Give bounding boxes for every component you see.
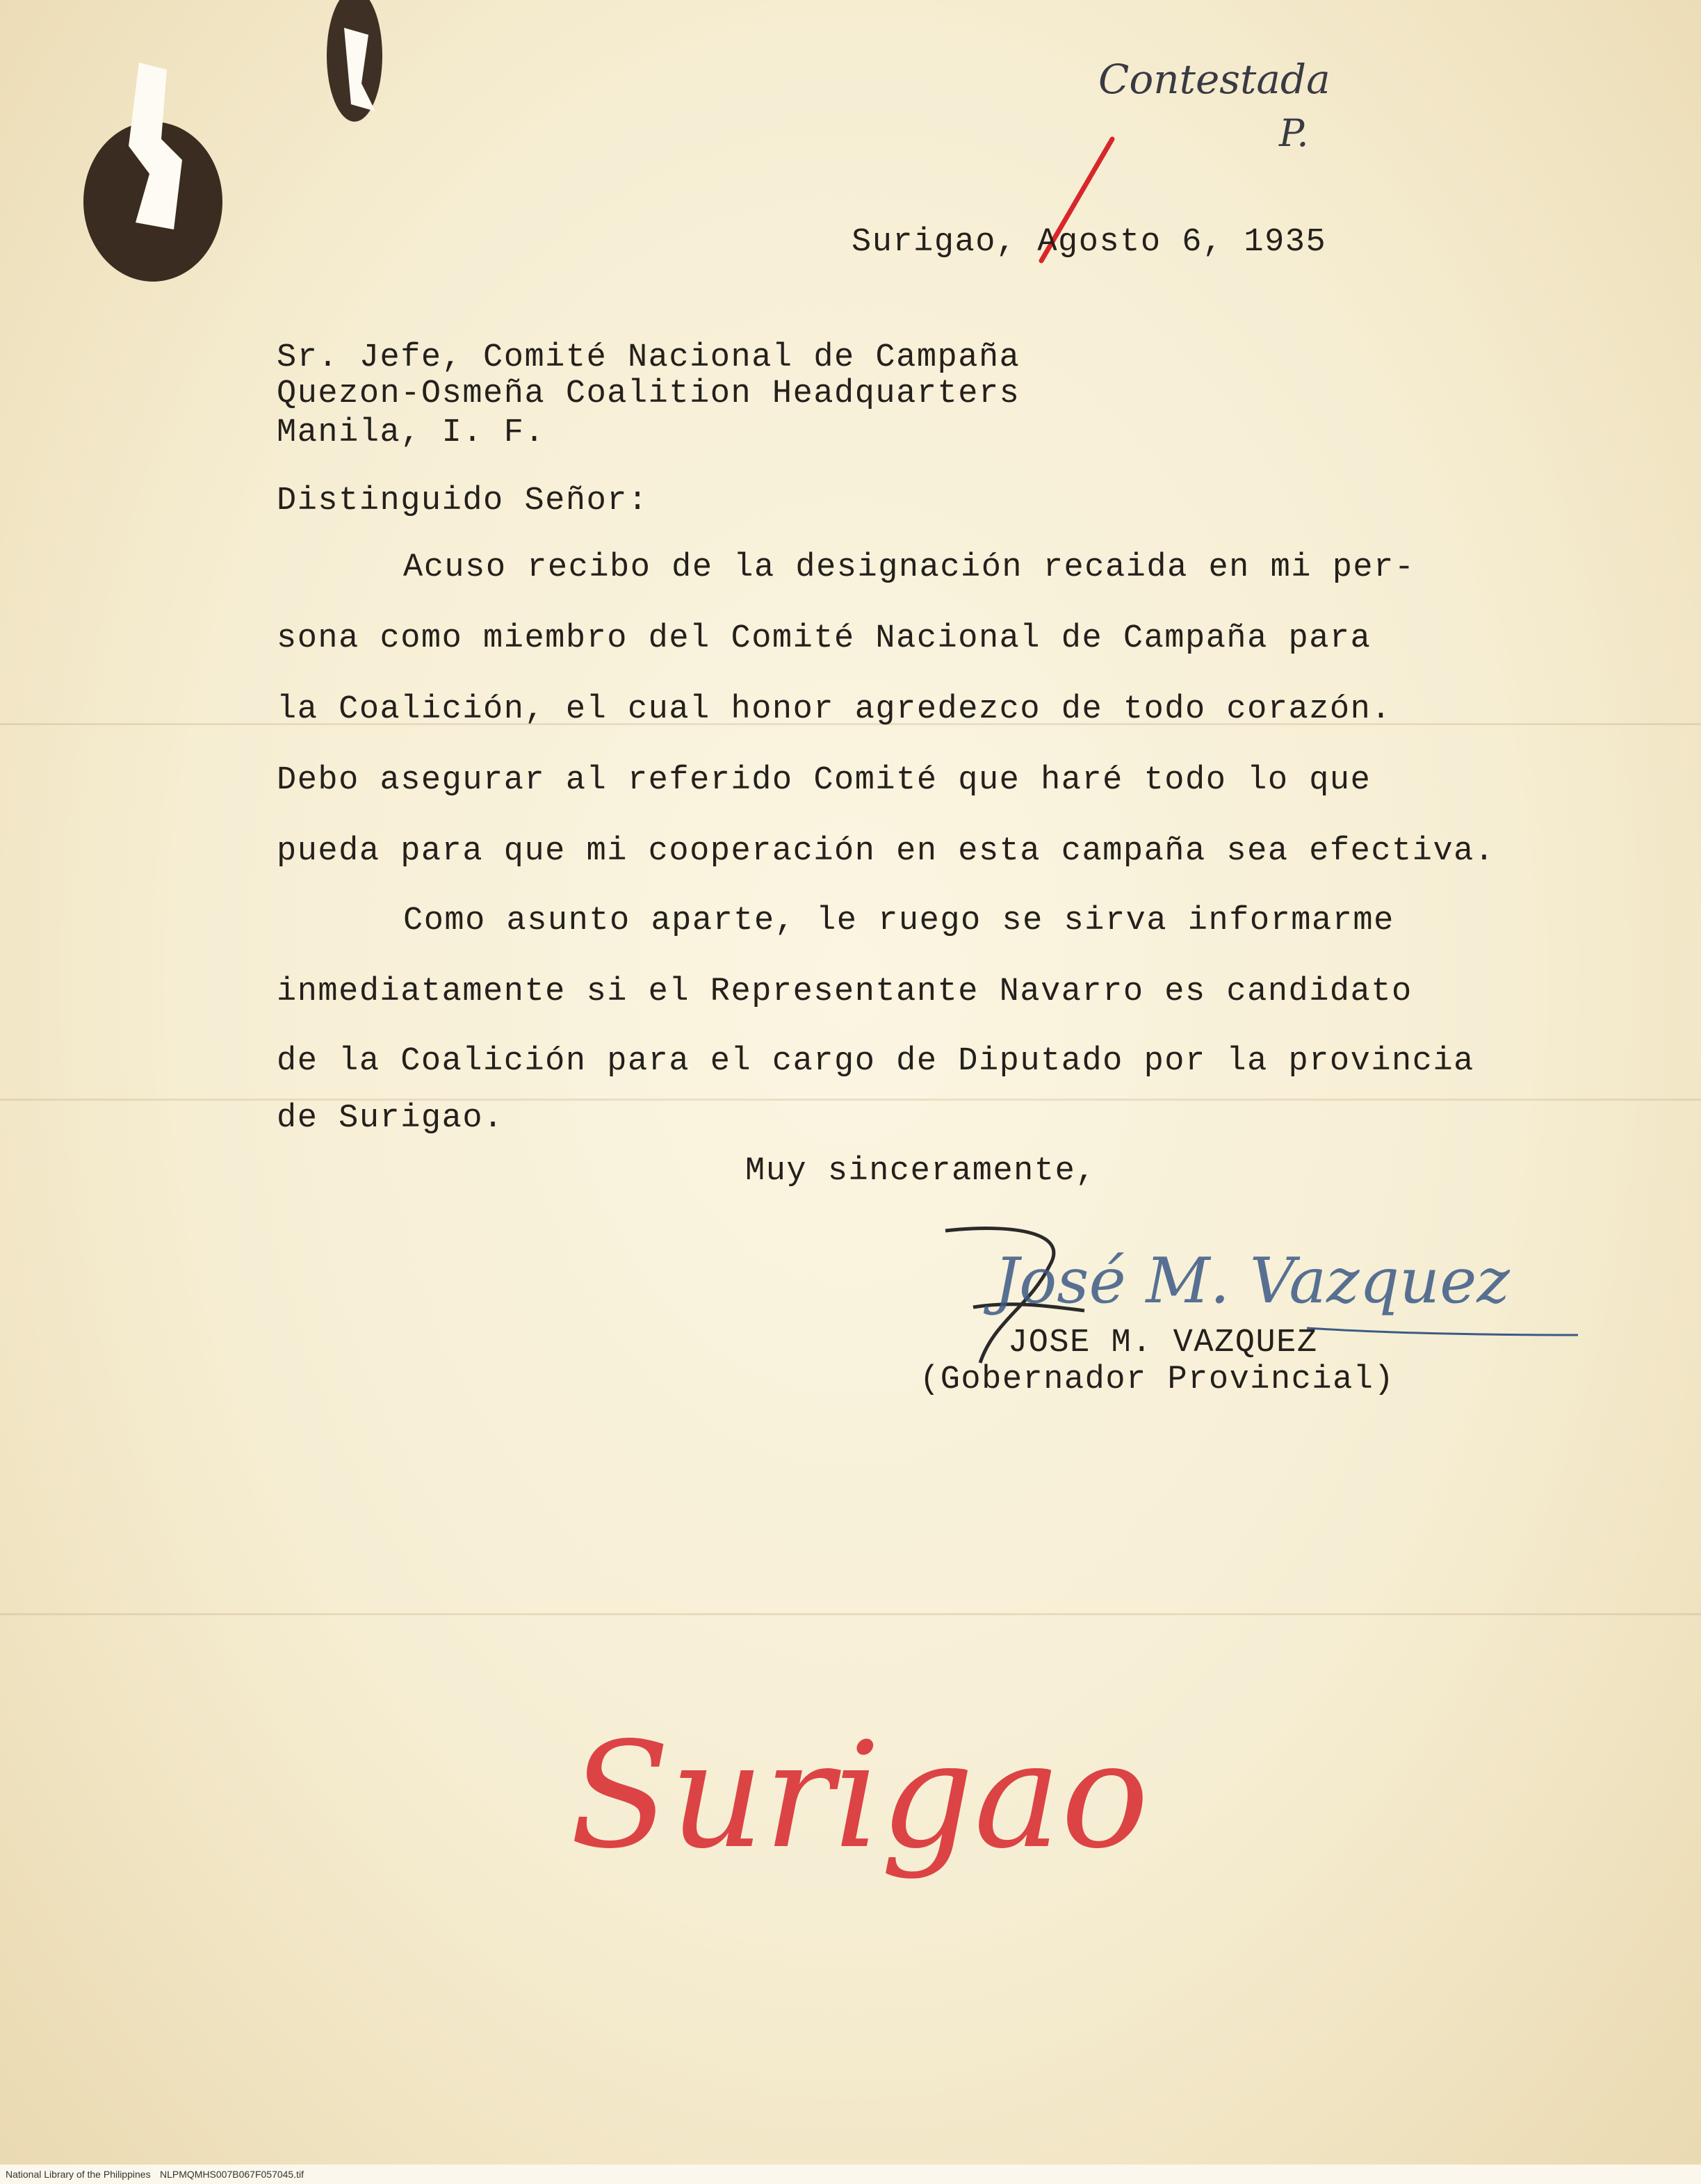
body-line: de Surigao.	[277, 1100, 504, 1137]
signer-title: (Gobernador Provincial)	[920, 1361, 1395, 1398]
closing: Muy sinceramente,	[745, 1153, 1096, 1190]
body-line: Debo asegurar al referido Comité que haré todo lo que	[277, 762, 1372, 799]
body-line: Como asunto aparte, le ruego se sirva informarme	[403, 903, 1394, 939]
body-line: sona como miembro del Comité Nacional de Campaña para	[277, 620, 1372, 657]
letter-date: Surigao, Agosto 6, 1935	[852, 224, 1327, 261]
signature: José M. Vazquez	[994, 1245, 1510, 1318]
body-line: inmediatamente si el Representante Navarro es candidato	[277, 973, 1413, 1010]
footer-filename: NLPMQMHS007B067F057045.tif	[160, 2169, 304, 2180]
archive-footer	[0, 2165, 1701, 2184]
recipient-line: Sr. Jefe, Comité Nacional de Campaña	[277, 339, 1020, 376]
body-line: pueda para que mi cooperación en esta campaña sea efectiva.	[277, 833, 1495, 870]
body-line: de la Coalición para el cargo de Diputado por la provincia	[277, 1043, 1474, 1080]
salutation: Distinguido Señor:	[277, 483, 649, 519]
footer-source: National Library of the Philippines	[6, 2169, 151, 2180]
recipient-line: Manila, I. F.	[277, 414, 546, 451]
handwritten-note: Contestada	[1098, 56, 1330, 103]
handwritten-initial: P.	[1279, 111, 1309, 155]
signer-name: JOSE M. VAZQUEZ	[1008, 1325, 1318, 1361]
red-handwritten-note: Surigao	[570, 1710, 1149, 1881]
body-line: la Coalición, el cual honor agredezco de todo corazón.	[277, 691, 1392, 728]
signature-stroke	[1307, 1328, 1578, 1335]
recipient-line: Quezon-Osmeña Coalition Headquarters	[277, 375, 1020, 412]
body-line: Acuso recibo de la designación recaida en mi per-	[403, 549, 1415, 586]
